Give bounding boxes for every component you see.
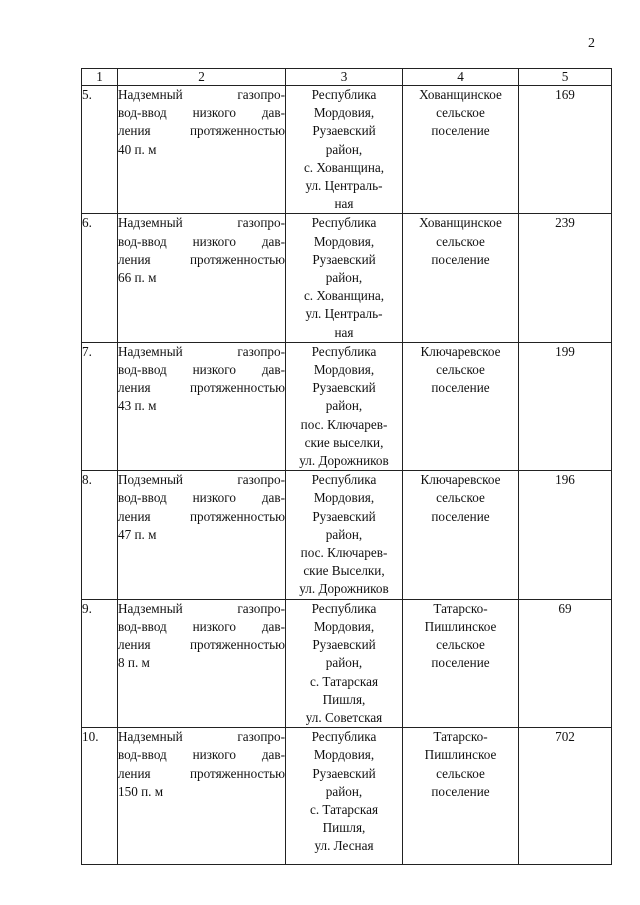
settlement-line: поселение <box>431 251 490 267</box>
settlement-line: поселение <box>431 655 490 671</box>
settlement-line: сельское <box>436 233 485 249</box>
length-value: 169 <box>555 87 575 102</box>
address-line: пос. Ключарев- <box>300 545 388 561</box>
address-line: с. Татарская <box>309 801 379 817</box>
row-number: 5. <box>82 87 92 102</box>
column-header-5: 5 <box>519 69 612 86</box>
object-name-line: вод-ввод низкого дав- <box>118 490 285 506</box>
object-name-line: Надземный газопро- <box>118 87 285 102</box>
length-cell <box>519 728 612 865</box>
object-name-line: 66 п. м <box>118 270 157 286</box>
settlement-cell <box>403 599 519 727</box>
row-number-cell <box>82 471 118 599</box>
address-line: ул. Централь- <box>305 306 383 322</box>
address-line: Республика <box>311 343 377 359</box>
address-cell <box>286 214 403 342</box>
address-line: район, <box>325 526 363 542</box>
address-line: район, <box>325 398 363 414</box>
table-row <box>82 214 612 342</box>
length-value: 196 <box>555 472 575 488</box>
table-row <box>82 599 612 727</box>
settlement-line: сельское <box>436 765 485 781</box>
settlement-cell <box>403 342 519 470</box>
object-name-cell <box>118 214 286 342</box>
settlement-line: Пишлинское <box>424 618 497 634</box>
row-number: 6. <box>82 215 92 231</box>
object-name-line: 47 п. м <box>118 526 157 542</box>
object-name-cell <box>118 471 286 599</box>
address-line: Мордовия, <box>313 105 375 121</box>
address-cell <box>286 86 403 214</box>
object-name-line: ления протяженностью <box>118 637 285 653</box>
address-line: ул. Дорожников <box>299 581 389 597</box>
settlement-line: Хованщинское <box>419 87 502 102</box>
settlement-cell <box>403 214 519 342</box>
object-name-line: 40 п. м <box>118 141 157 157</box>
address-cell <box>286 342 403 470</box>
object-name-cell <box>118 86 286 214</box>
settlement-line: Ключаревское <box>420 343 501 359</box>
address-line: Республика <box>311 729 377 745</box>
object-name-line: вод-ввод низкого дав- <box>118 233 285 249</box>
address-cell <box>286 728 403 865</box>
settlement-line: поселение <box>431 123 490 139</box>
settlement-line: сельское <box>436 490 485 506</box>
address-line: ские Выселки, <box>303 563 385 579</box>
address-line: Республика <box>311 600 377 616</box>
address-line: район, <box>325 141 363 157</box>
object-name-line: ления протяженностью <box>118 508 285 524</box>
address-line: с. Татарская <box>309 673 379 689</box>
column-header-2: 2 <box>118 69 286 86</box>
object-name-cell <box>118 599 286 727</box>
page-number: 2 <box>588 36 595 51</box>
length-cell <box>519 471 612 599</box>
object-name-line: Надземный газопро- <box>118 729 285 745</box>
address-line: Рузаевский <box>312 123 376 139</box>
address-line: ная <box>334 324 354 340</box>
settlement-line: Татарско- <box>433 729 488 745</box>
address-line: с. Хованщина, <box>303 159 385 175</box>
object-name-line: Надземный газопро- <box>118 343 285 359</box>
address-cell <box>286 471 403 599</box>
address-line: ная <box>334 196 354 212</box>
object-name-cell <box>118 342 286 470</box>
object-name-line: ления протяженностью <box>118 123 285 139</box>
address-line: с. Хованщина, <box>303 288 385 304</box>
length-value: 69 <box>558 600 572 616</box>
row-number: 8. <box>82 472 92 488</box>
object-name-line: ления протяженностью <box>118 380 285 396</box>
address-line: Пишля, <box>322 820 366 836</box>
object-name-line: Подземный газопро- <box>118 472 285 488</box>
length-cell <box>519 342 612 470</box>
row-number-cell <box>82 728 118 865</box>
row-number-cell <box>82 214 118 342</box>
object-name-line: Надземный газопро- <box>118 215 285 231</box>
address-line: район, <box>325 783 363 799</box>
object-name-line: ления протяженностью <box>118 251 285 267</box>
table-row <box>82 728 612 865</box>
address-line: ул. Дорожников <box>299 453 389 469</box>
object-name-line: вод-ввод низкого дав- <box>118 747 285 763</box>
table-header-row <box>82 69 612 86</box>
address-line: район, <box>325 655 363 671</box>
settlement-cell <box>403 86 519 214</box>
address-line: Мордовия, <box>313 747 375 763</box>
object-name-line: 43 п. м <box>118 398 157 414</box>
address-line: Мордовия, <box>313 490 375 506</box>
table-row <box>82 342 612 470</box>
address-line: Рузаевский <box>312 251 376 267</box>
row-number-cell <box>82 342 118 470</box>
address-line: Мордовия, <box>313 233 375 249</box>
length-value: 702 <box>555 729 575 745</box>
table-row <box>82 471 612 599</box>
object-name-line: Надземный газопро- <box>118 600 285 616</box>
column-header-3: 3 <box>286 69 403 86</box>
address-line: Мордовия, <box>313 362 375 378</box>
length-cell <box>519 86 612 214</box>
table-row <box>82 86 612 214</box>
address-line: Мордовия, <box>313 618 375 634</box>
gas-pipeline-table <box>81 68 612 865</box>
object-name-line: ления протяженностью <box>118 765 285 781</box>
address-line: Рузаевский <box>312 508 376 524</box>
address-line: ул. Лесная <box>314 838 374 854</box>
object-name-line: вод-ввод низкого дав- <box>118 105 285 121</box>
settlement-line: сельское <box>436 637 485 653</box>
settlement-line: поселение <box>431 783 490 799</box>
object-name-line: 8 п. м <box>118 655 150 671</box>
address-line: Республика <box>311 472 377 488</box>
address-line: ул. Советская <box>305 709 383 725</box>
object-name-cell <box>118 728 286 865</box>
settlement-line: поселение <box>431 508 490 524</box>
address-line: ские выселки, <box>304 434 384 450</box>
length-cell <box>519 214 612 342</box>
row-number-cell <box>82 86 118 214</box>
settlement-line: Ключаревское <box>420 472 501 488</box>
address-line: Республика <box>311 215 377 231</box>
address-line: Рузаевский <box>312 380 376 396</box>
length-value: 239 <box>555 215 575 231</box>
settlement-line: поселение <box>431 380 490 396</box>
address-line: Пишля, <box>322 691 366 707</box>
settlement-line: Татарско- <box>433 600 488 616</box>
address-line: Рузаевский <box>312 637 376 653</box>
address-line: ул. Централь- <box>305 178 383 194</box>
row-number-cell <box>82 599 118 727</box>
address-line: Республика <box>311 87 377 102</box>
settlement-cell <box>403 471 519 599</box>
object-name-line: 150 п. м <box>118 783 164 799</box>
settlement-line: Пишлинское <box>424 747 497 763</box>
address-line: район, <box>325 270 363 286</box>
row-number: 9. <box>82 600 92 616</box>
settlement-cell <box>403 728 519 865</box>
address-line: Рузаевский <box>312 765 376 781</box>
row-number: 7. <box>82 343 92 359</box>
length-value: 199 <box>555 343 575 359</box>
object-name-line: вод-ввод низкого дав- <box>118 618 285 634</box>
object-name-line: вод-ввод низкого дав- <box>118 362 285 378</box>
column-header-4: 4 <box>403 69 519 86</box>
column-header-1: 1 <box>82 69 118 86</box>
settlement-line: сельское <box>436 105 485 121</box>
address-cell <box>286 599 403 727</box>
settlement-line: Хованщинское <box>419 215 502 231</box>
settlement-line: сельское <box>436 362 485 378</box>
row-number: 10. <box>82 729 99 745</box>
address-line: пос. Ключарев- <box>300 416 388 432</box>
length-cell <box>519 599 612 727</box>
